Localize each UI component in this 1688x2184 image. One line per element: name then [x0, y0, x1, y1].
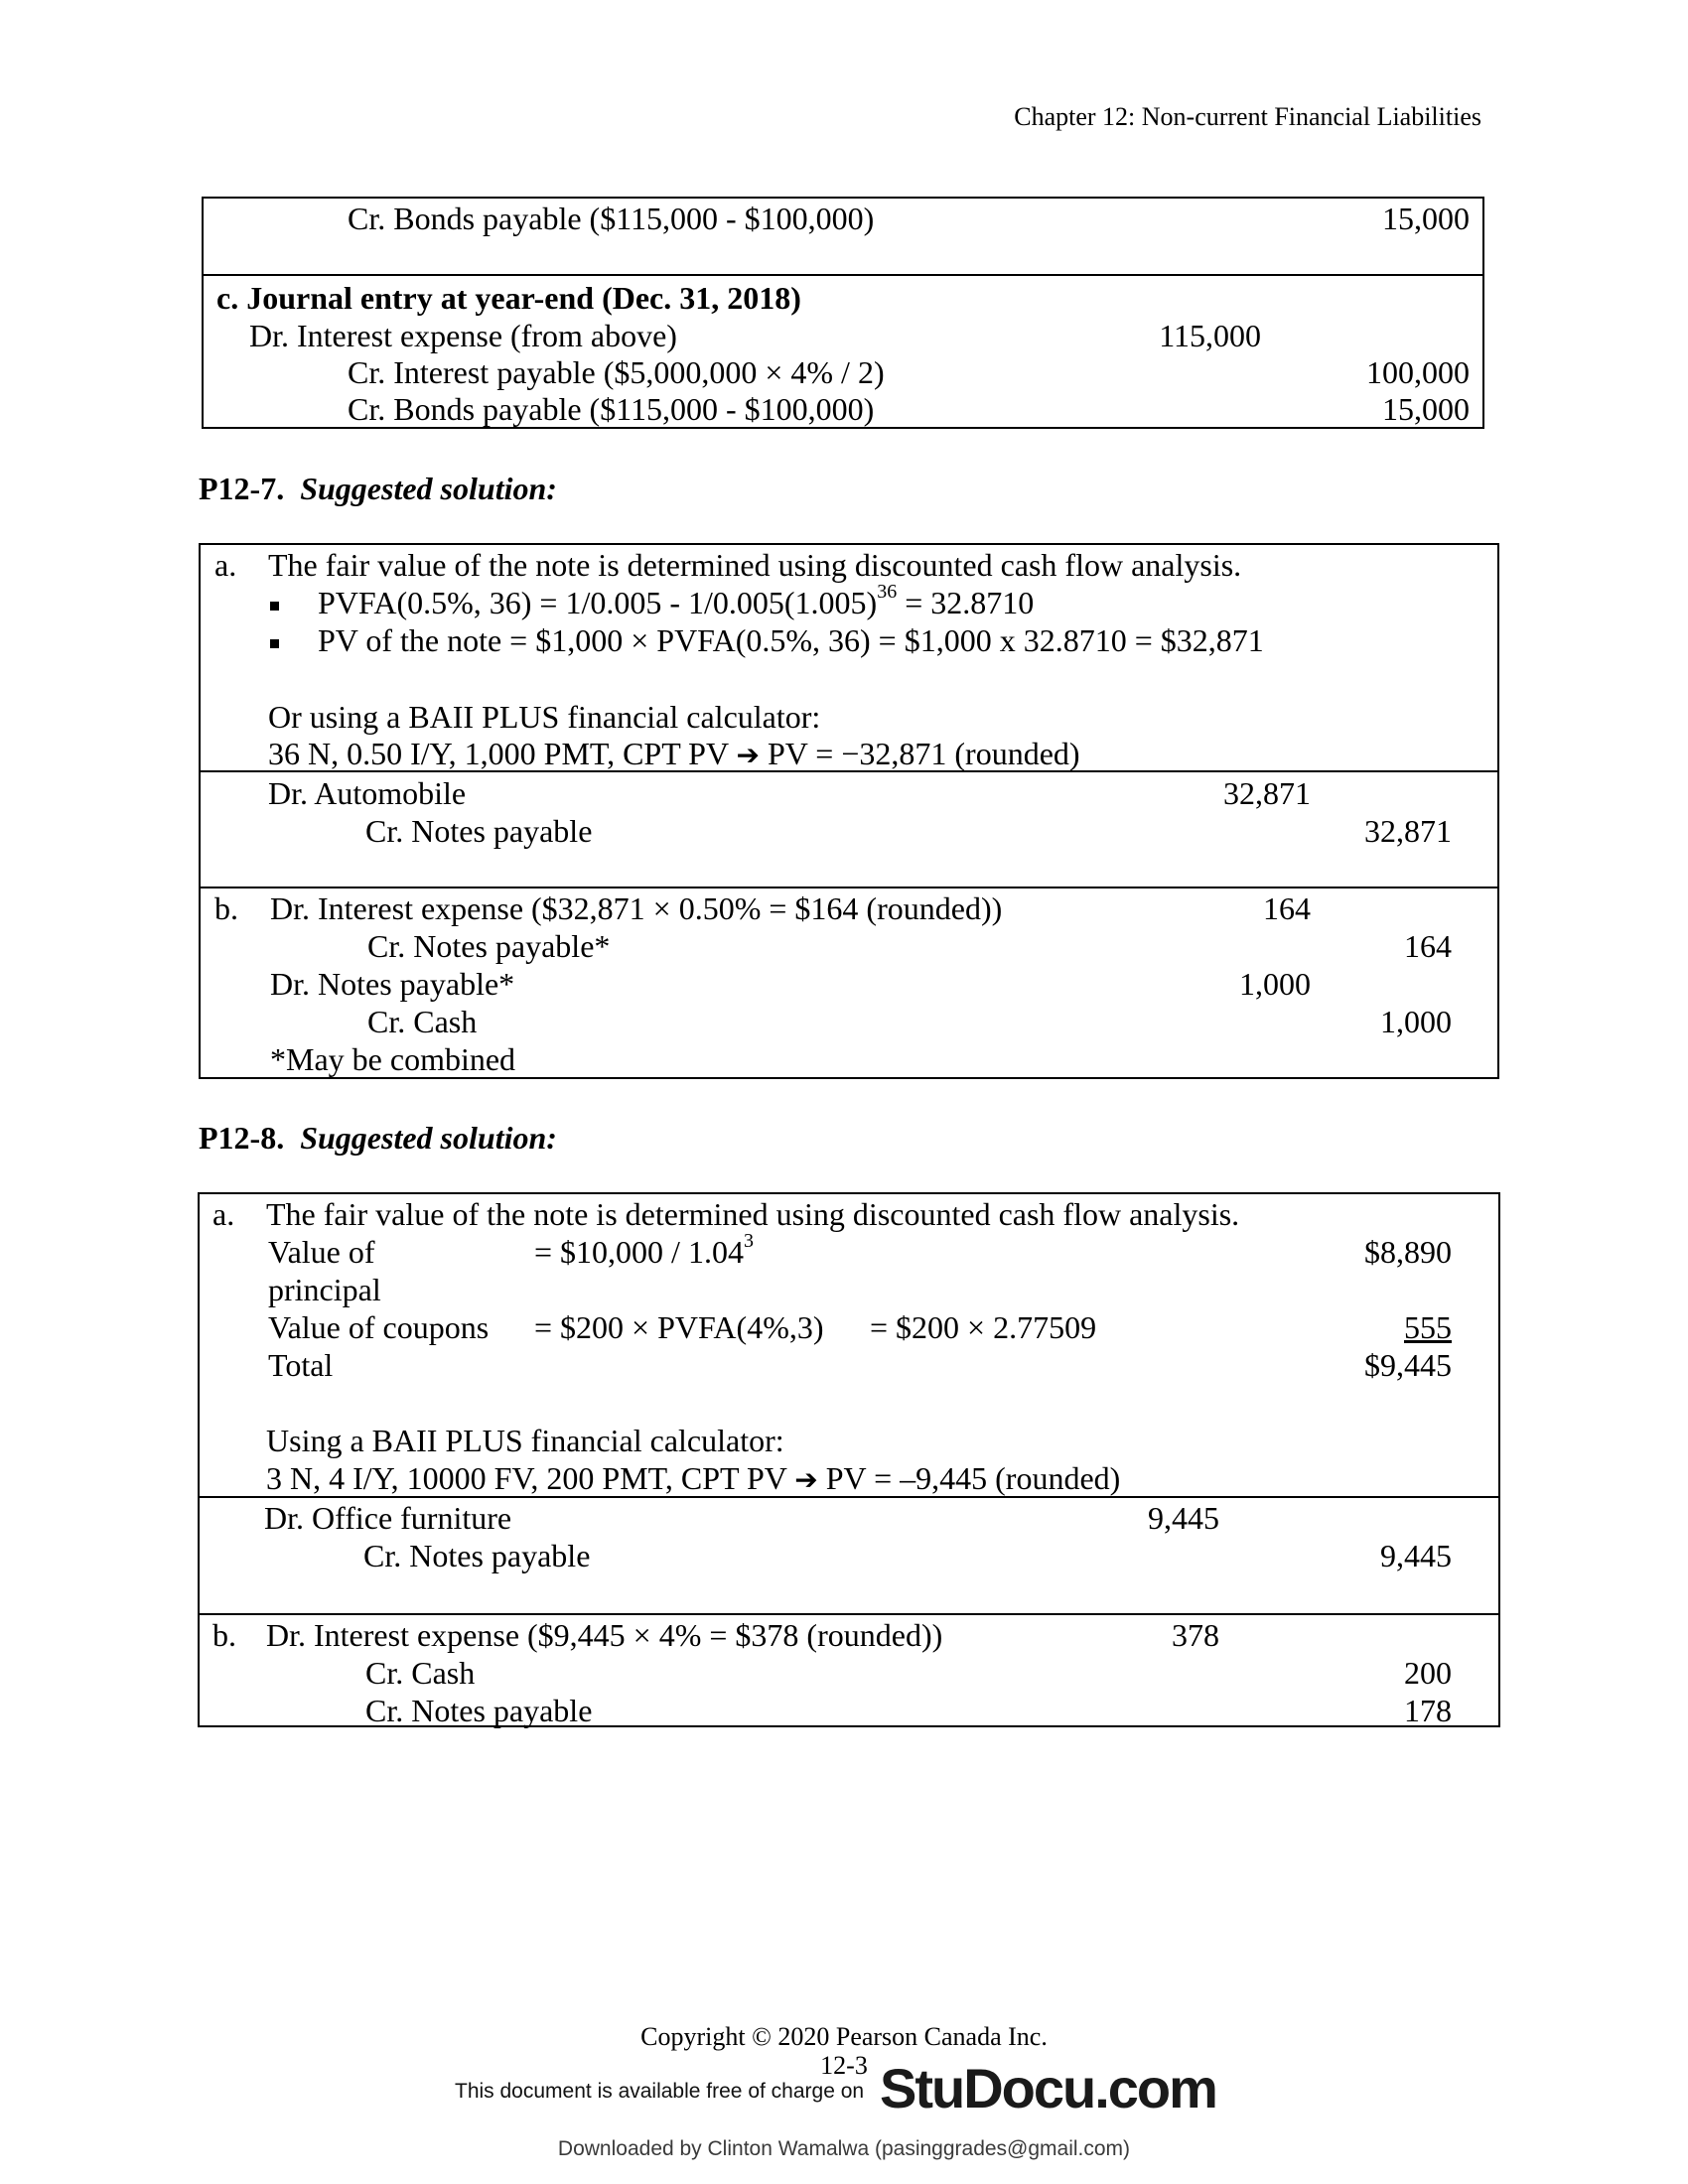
- debit-amount: 9,445: [1148, 1500, 1219, 1536]
- footnote: *May be combined: [270, 1041, 516, 1077]
- intro-text: The fair value of the note is determined using discounted cash flow analysis.: [266, 1196, 1240, 1232]
- entry-label: Cr. Notes payable: [363, 1538, 591, 1573]
- entry-label: Cr. Bonds payable ($115,000 - $100,000): [348, 391, 875, 427]
- calc-keys: 3 N, 4 I/Y, 10000 FV, 200 PMT, CPT PV: [266, 1460, 795, 1496]
- entry-label: Dr. Automobile: [268, 775, 467, 811]
- part-letter: b.: [214, 890, 238, 926]
- page-number: 12-3: [820, 2051, 868, 2080]
- credit-amount: 1,000: [1380, 1004, 1452, 1039]
- entry-label: Cr. Notes payable: [365, 813, 593, 849]
- total-value: $9,445: [1364, 1347, 1452, 1383]
- bullet-item: [270, 581, 1035, 620]
- calc-result: PV = −32,871 (rounded): [759, 736, 1080, 771]
- entry-label: Dr. Notes payable*: [270, 966, 515, 1002]
- entry-label: Cr. Cash: [365, 1655, 476, 1691]
- arrow-right-icon: ➔: [736, 740, 760, 770]
- entry-label: Cr. Bonds payable ($115,000 - $100,000): [348, 201, 875, 236]
- formula-text: PV of the note = $1,000 × PVFA(0.5%, 36) = $1,000 x 32.8710 = $32,871: [318, 622, 1264, 658]
- formula-text: = $10,000 / 1.04: [534, 1234, 744, 1270]
- intro-text: The fair value of the note is determined using discounted cash flow analysis.: [268, 547, 1242, 583]
- row-label: Value of coupons: [268, 1309, 490, 1345]
- calc-intro: Using a BAII PLUS financial calculator:: [266, 1423, 784, 1458]
- debit-amount: 378: [1172, 1617, 1219, 1653]
- problem-number: P12-8.: [199, 1120, 285, 1156]
- entry-label: Cr. Notes payable*: [367, 928, 611, 964]
- chapter-header: Chapter 12: Non-current Financial Liabilities: [1014, 102, 1481, 131]
- calc-result: PV = –9,445 (rounded): [817, 1460, 1121, 1496]
- calc-line: [268, 736, 1080, 773]
- credit-amount: 15,000: [1382, 201, 1470, 236]
- credit-amount: 100,000: [1366, 354, 1470, 390]
- entry-label: Cr. Cash: [367, 1004, 478, 1039]
- entry-label: Dr. Interest expense ($32,871 × 0.50% = $164 (rounded)): [270, 890, 1003, 926]
- entry-label: Cr. Notes payable: [365, 1693, 593, 1728]
- row-label: Total: [268, 1347, 334, 1383]
- calc-keys: 36 N, 0.50 I/Y, 1,000 PMT, CPT PV: [268, 736, 737, 771]
- part-letter: b.: [212, 1617, 236, 1653]
- table-divider: [202, 274, 1484, 276]
- brand-name: StuDocu: [880, 2057, 1095, 2119]
- row-label: Value of: [268, 1234, 375, 1270]
- entry-label: Dr. Interest expense (from above): [249, 318, 677, 353]
- formula-text: = $200 × PVFA(4%,3): [534, 1309, 824, 1345]
- credit-amount: 9,445: [1380, 1538, 1452, 1573]
- bullet-icon: [270, 602, 279, 611]
- credit-amount: 15,000: [1382, 391, 1470, 427]
- entry-label: Cr. Interest payable ($5,000,000 × 4% / 2): [348, 354, 885, 390]
- entry-label: Dr. Interest expense ($9,445 × 4% = $378 (rounded)): [266, 1617, 943, 1653]
- copyright: Copyright © 2020 Pearson Canada Inc.: [640, 2022, 1048, 2051]
- problem-title: Suggested solution:: [300, 471, 557, 506]
- section-title: c. Journal entry at year-end (Dec. 31, 2018): [216, 280, 801, 316]
- formula-exponent: 36: [877, 581, 898, 604]
- page-number-clip: [0, 2049, 1688, 2080]
- calc-intro: Or using a BAII PLUS financial calculator:: [268, 699, 821, 735]
- studocu-banner-text: This document is available free of charge on: [455, 2080, 865, 2103]
- credit-amount: 200: [1404, 1655, 1452, 1691]
- problem-heading: [199, 471, 557, 506]
- studocu-logo[interactable]: [880, 2057, 1216, 2120]
- row-label: principal: [268, 1272, 381, 1307]
- entry-label: Dr. Office furniture: [264, 1500, 512, 1536]
- principal-formula: [534, 1230, 754, 1270]
- debit-amount: 32,871: [1223, 775, 1311, 811]
- debit-amount: 164: [1263, 890, 1311, 926]
- coupons-value: 555: [1404, 1309, 1452, 1345]
- credit-amount: 32,871: [1364, 813, 1452, 849]
- principal-value: $8,890: [1364, 1234, 1452, 1270]
- brand-domain: .com: [1094, 2057, 1216, 2119]
- downloaded-by: Downloaded by Clinton Wamalwa (pasinggrades@gmail.com): [557, 2137, 1131, 2160]
- credit-amount: 164: [1404, 928, 1452, 964]
- bullet-icon: [270, 639, 279, 648]
- table-divider: [198, 1613, 1500, 1615]
- part-letter: a.: [212, 1196, 235, 1232]
- problem-number: P12-7.: [199, 471, 285, 506]
- calc-line: [266, 1460, 1120, 1498]
- formula-exponent: 3: [743, 1230, 754, 1253]
- bullet-item: [270, 622, 1264, 658]
- part-letter: a.: [214, 547, 237, 583]
- credit-amount: 178: [1404, 1693, 1452, 1728]
- table-divider: [199, 887, 1499, 888]
- formula-text: = $200 × 2.77509: [870, 1309, 1097, 1345]
- formula-text: PVFA(0.5%, 36) = 1/0.005 - 1/0.005(1.005): [318, 585, 878, 620]
- debit-amount: 115,000: [1159, 318, 1261, 353]
- formula-result: = 32.8710: [897, 585, 1035, 620]
- problem-heading: [199, 1120, 557, 1156]
- arrow-right-icon: ➔: [794, 1464, 818, 1495]
- debit-amount: 1,000: [1239, 966, 1311, 1002]
- problem-title: Suggested solution:: [300, 1120, 557, 1156]
